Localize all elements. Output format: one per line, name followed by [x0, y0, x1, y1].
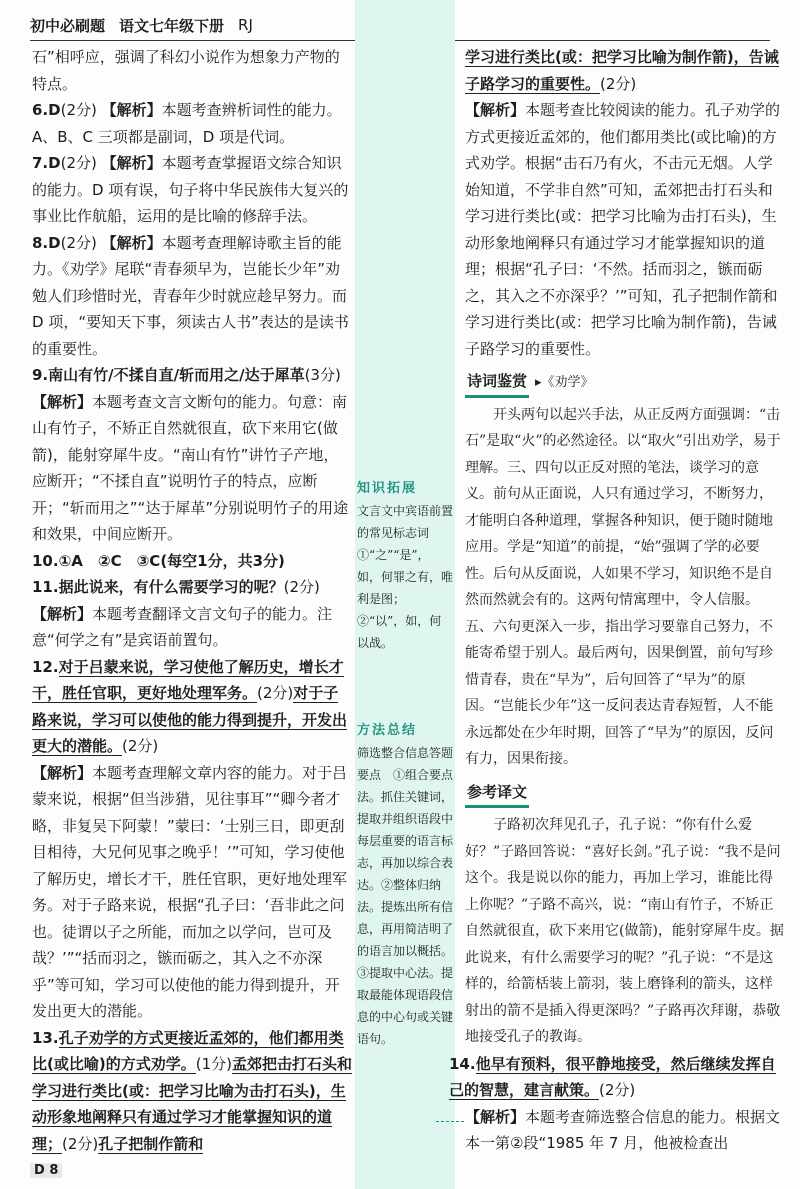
method-title: 方法总结: [357, 723, 418, 738]
left-column: [32, 44, 352, 1157]
item-13-analysis: 【解析】本题考查比较阅读的能力。孔子劝学的方式更接近孟郊的，他们都用类比(或比喻)的方式劝学。根据“击石乃有火，不击元无烟。人学始知道，不学非自然”可知，孟郊把击打石头和学习进行类比(或：把学习比喻为击打石头)，生动形象地阐释只有通过学习才能掌握知识的道理；根据“孔子曰：‘不然。括而羽之，镞而砺之，其入之不亦深乎？’”可知，孔子把制作箭和学习进行类比(或：把学习比喻为制作箭)，告诫子路学习的重要性。: [465, 101, 781, 358]
page-number: D 8: [30, 1163, 62, 1178]
item-9: 9.南山有竹/不揉自直/斩而用之/达于犀革(3分): [32, 366, 341, 384]
item-14: 14.他早有预料，很平静地接受，然后继续发挥自己的智慧，建言献策。(2分): [449, 1054, 776, 1099]
poem-sub: ▸《劝学》: [535, 374, 594, 390]
item-12-analysis: 【解析】本题考查理解文章内容的能力。对于吕蒙来说，根据“但当涉猎，见往事耳”“卿今者才略，非复吴下阿蒙！”蒙曰：‘士别三日，即更刮目相待，大兄何见事之晚乎！’”可知，学习使他了解历史，增长才干，胜任官职，更好地处理军务。对于子路来说，根据“孔子曰：‘吾非此之问也。徒谓以子之所能，而加之以学问，岂可及哉？’”“括而羽之，镞而砺之，其入之不亦深乎”等可知，学习可以使他的能力得到提升，开发出更大的潜能。: [32, 763, 348, 1020]
sidebar: [355, 0, 455, 1189]
poem-text: 开头两句以起兴手法，从正反两方面强调：“击石”是取“火”的必然途径。以“取火”引出劝学，易于理解。三、四句以正反对照的笔法，谈学习的意义。前句从正面说，人只有通过学习，不断努力，才能明白各种道理，掌握各种知识，便于随时随地应用。学是“知道”的前提，“始”强调了学的必要性。后句从反面说，人如果不学习，知识绝不是自然而然就会有的。这两句情寓理中，令人信服。五、六句更深入一步，指出学习要靠自己努力，不能寄希望于别人。最后两句，因果倒置，前句写珍惜青春，贵在“早为”，后句回答了“早为”的原因。“岂能长少年”这一反问表达青春短暂，人不能永远都处在少年时期，回答了“早为”的原因，反问有力，因果衔接。: [465, 406, 781, 767]
item-11: 11.据此说来，有什么需要学习的呢？(2分): [32, 578, 320, 596]
method-text: 筛选整合信息答题要点 ①组合要点法。抓住关键词，提取并组织语段中每层重要的语言标志，再加以综合表达。②整体归纳法。提炼出所有信息，再用简洁明了的语言加以概括。③提取中心法。提取最能体现语段信息的中心句或关键语句。: [357, 746, 454, 1046]
item-11-analysis: 【解析】本题考查翻译文言文句子的能力。注意“何学之有”是宾语前置句。: [32, 604, 333, 649]
item-14-analysis: 【解析】本题考查筛选整合信息的能力。根据文本一第②段“1985 年 7 月，他被检查出: [465, 1107, 781, 1152]
translation-text: 子路初次拜见孔子，孔子说：“你有什么爱好？”子路回答说：“喜好长剑。”孔子说：“我不是问这个。我是说以你的能力，再加上学习，谁能比得上你呢？”子路不高兴，说：“南山有竹子，不矫正自然就很直，砍下来用它(做箭)，能射穿犀牛皮。据此说来，有什么需要学习的呢？”孔子说：“不是这样的，给箭栝装上箭羽，装上磨锋利的箭头，这样射出的箭不是插入得更深吗？”子路再次拜谢，恭敬地接受孔子的教诲。: [465, 817, 784, 1045]
method-box: [357, 720, 453, 1050]
item-13-cont: 学习进行类比(或：把学习比喻为制作箭)，告诫子路学习的重要性。(2分): [465, 48, 779, 93]
item-12: 12.对于吕蒙来说，学习使他了解历史，增长才干，胜任官职，更好地处理军务。(2分)对于子路来说，学习可以使他的能力得到提升，开发出更大的潜能。(2分): [32, 657, 348, 755]
item-13: 13.孔子劝学的方式更接近孟郊的，他们都用类比(或比喻)的方式劝学。(1分)孟郊把击打石头和学习进行类比(或：把学习比喻为击打石头)，生动形象地阐释只有通过学习才能掌握知识的道理；(2分)孔子把制作箭和: [32, 1028, 352, 1153]
item-10: 10.①A ②C ③C(每空1分，共3分): [32, 551, 285, 570]
right-column: [449, 44, 785, 1157]
poem-section-header: [465, 368, 785, 398]
knowledge-box: [357, 478, 453, 654]
item-8: 8.D(2分) 【解析】本题考查理解诗歌主旨的能力。《劝学》尾联“青春须早为，岂能长少年”劝勉人们珍惜时光，青春年少时就应趁早努力。而 D 项，“要知天下事，须读古人书”表达的是读书的重要性。: [32, 233, 349, 358]
edition-label: RJ: [238, 16, 253, 34]
translation-section-header: [465, 779, 785, 809]
knowledge-title: 知识拓展: [357, 481, 418, 496]
book-title: 初中必刷题: [30, 16, 106, 35]
item-7: 7.D(2分) 【解析】本题考查掌握语文综合知识的能力。D 项有误，句子将中华民族伟大复兴的事业比作航船，运用的是比喻的修辞手法。: [32, 154, 349, 225]
item-cont: 石”相呼应，强调了科幻小说作为想象力产物的特点。: [32, 48, 340, 93]
subject-title: 语文七年级下册: [119, 16, 225, 35]
pointer-line: [436, 1121, 464, 1122]
item-9-analysis: 【解析】本题考查文言文断句的能力。句意：南山有竹子，不矫正自然就很直，砍下来用它(做箭)，能射穿犀牛皮。“南山有竹”讲竹子产地，应断开；“不揉自直”说明竹子的特点，应断开；“斩而用之”“达于犀革”分别说明竹子的用途和效果，中间应断开。: [32, 392, 349, 543]
poem-title: 诗词鉴赏: [465, 368, 529, 398]
knowledge-text: 文言文中宾语前置的常见标志词 ①“之”“是”，如，何罪之有，唯利是图；②“以”，如，何以战。: [357, 504, 454, 650]
item-6: 6.D(2分) 【解析】本题考查辨析词性的能力。A、B、C 三项都是副词，D 项是代词。: [32, 101, 342, 146]
translation-title: 参考译文: [465, 779, 529, 809]
